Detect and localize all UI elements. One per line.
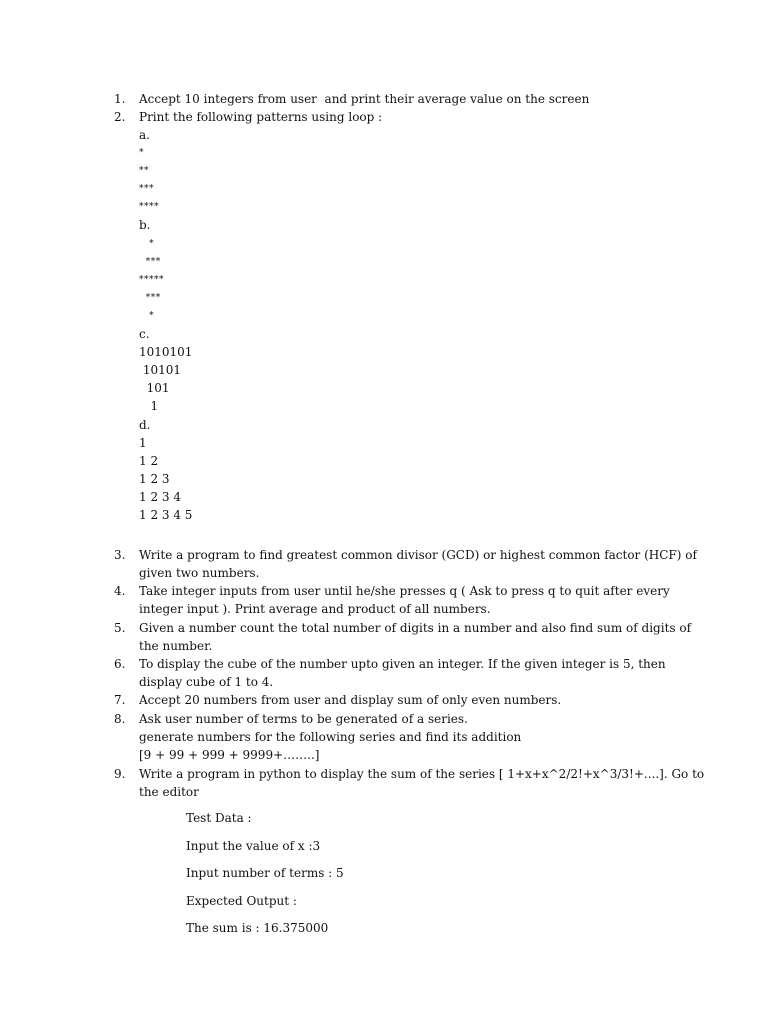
pattern-a-label: a. [139, 128, 150, 142]
item-number: 3. [114, 548, 126, 562]
item-number: 7. [114, 693, 126, 707]
item-text [139, 108, 669, 126]
item-line: given two numbers. [139, 566, 260, 580]
item-number: 4. [114, 584, 126, 598]
pattern-a-row: * [139, 148, 144, 159]
item-line: [9 + 99 + 999 + 9999+……..] [139, 748, 320, 762]
pattern-c-label: c. [139, 327, 150, 342]
item-line: integer input ). Print average and product of all numbers. [139, 602, 491, 616]
item-line: To display the cube of the number upto given an integer. If the given integer is 5, then [139, 657, 666, 671]
item-line: display cube of 1 to 4. [139, 675, 274, 689]
item-text [139, 619, 692, 655]
pattern-a-row: **** [139, 202, 159, 213]
test-data-block [186, 805, 586, 943]
pattern-d-label: d. [139, 417, 151, 432]
item-text [139, 90, 669, 108]
test-data-heading: Test Data : [186, 811, 252, 825]
item-text [139, 691, 669, 709]
item-text [139, 710, 669, 764]
item-text [139, 765, 705, 801]
pattern-b-row: * [139, 238, 155, 249]
item-number: 2. [114, 110, 126, 124]
item-line: Ask user number of terms to be generated of a series. [139, 712, 468, 726]
item-line: Write a program in python to display the sum of the series [ 1+x+x^2/2!+x^3/3!+....]. Go to [139, 767, 705, 781]
item-line: Take integer inputs from user until he/she presses q ( Ask to press q to quit after every [139, 584, 670, 598]
test-data-line: Input the value of x :3 [186, 838, 321, 853]
pattern-c-row: 101 [139, 381, 170, 396]
pattern-d-row: 1 2 3 4 [139, 489, 181, 504]
item-line: Accept 20 numbers from user and display sum of only even numbers. [139, 693, 562, 707]
pattern-c-row: 1 [139, 399, 159, 414]
item-text [139, 582, 669, 618]
pattern-d-row: 1 2 [139, 453, 159, 468]
pattern-b-row: *** [139, 256, 161, 267]
item-number: 5. [114, 621, 126, 635]
patterns-block [139, 126, 439, 524]
pattern-a-row: ** [139, 166, 149, 177]
pattern-b-row: ***** [139, 274, 164, 285]
pattern-c-row: 1010101 [139, 345, 193, 360]
item-number: 6. [114, 657, 126, 671]
item-line: Write a program to find greatest common divisor (GCD) or highest common factor (HCF) of [139, 548, 697, 562]
item-number: 1. [114, 92, 126, 106]
pattern-d-row: 1 [139, 435, 147, 450]
expected-output-heading: Expected Output : [186, 893, 297, 908]
expected-output-line: The sum is : 16.375000 [186, 921, 329, 935]
pattern-d-row: 1 2 3 [139, 471, 170, 486]
pattern-a-row: *** [139, 184, 154, 195]
pattern-d-row: 1 2 3 4 5 [139, 507, 193, 522]
item-line: Accept 10 integers from user and print their average value on the screen [139, 92, 590, 106]
item-number: 9. [114, 767, 126, 781]
pattern-b-row: *** [139, 292, 161, 303]
item-number: 8. [114, 712, 126, 726]
item-line: the number. [139, 639, 213, 653]
item-line: generate numbers for the following series and find its addition [139, 730, 522, 744]
item-line: the editor [139, 785, 199, 799]
item-text [139, 655, 669, 691]
pattern-b-label: b. [139, 218, 151, 233]
item-line: Given a number count the total number of digits in a number and also find sum of digits of [139, 621, 692, 635]
test-data-line: Input number of terms : 5 [186, 866, 344, 880]
item-text [139, 546, 697, 582]
pattern-c-row: 10101 [139, 363, 181, 378]
item-line: Print the following patterns using loop : [139, 110, 383, 124]
pattern-b-row: * [139, 310, 155, 321]
